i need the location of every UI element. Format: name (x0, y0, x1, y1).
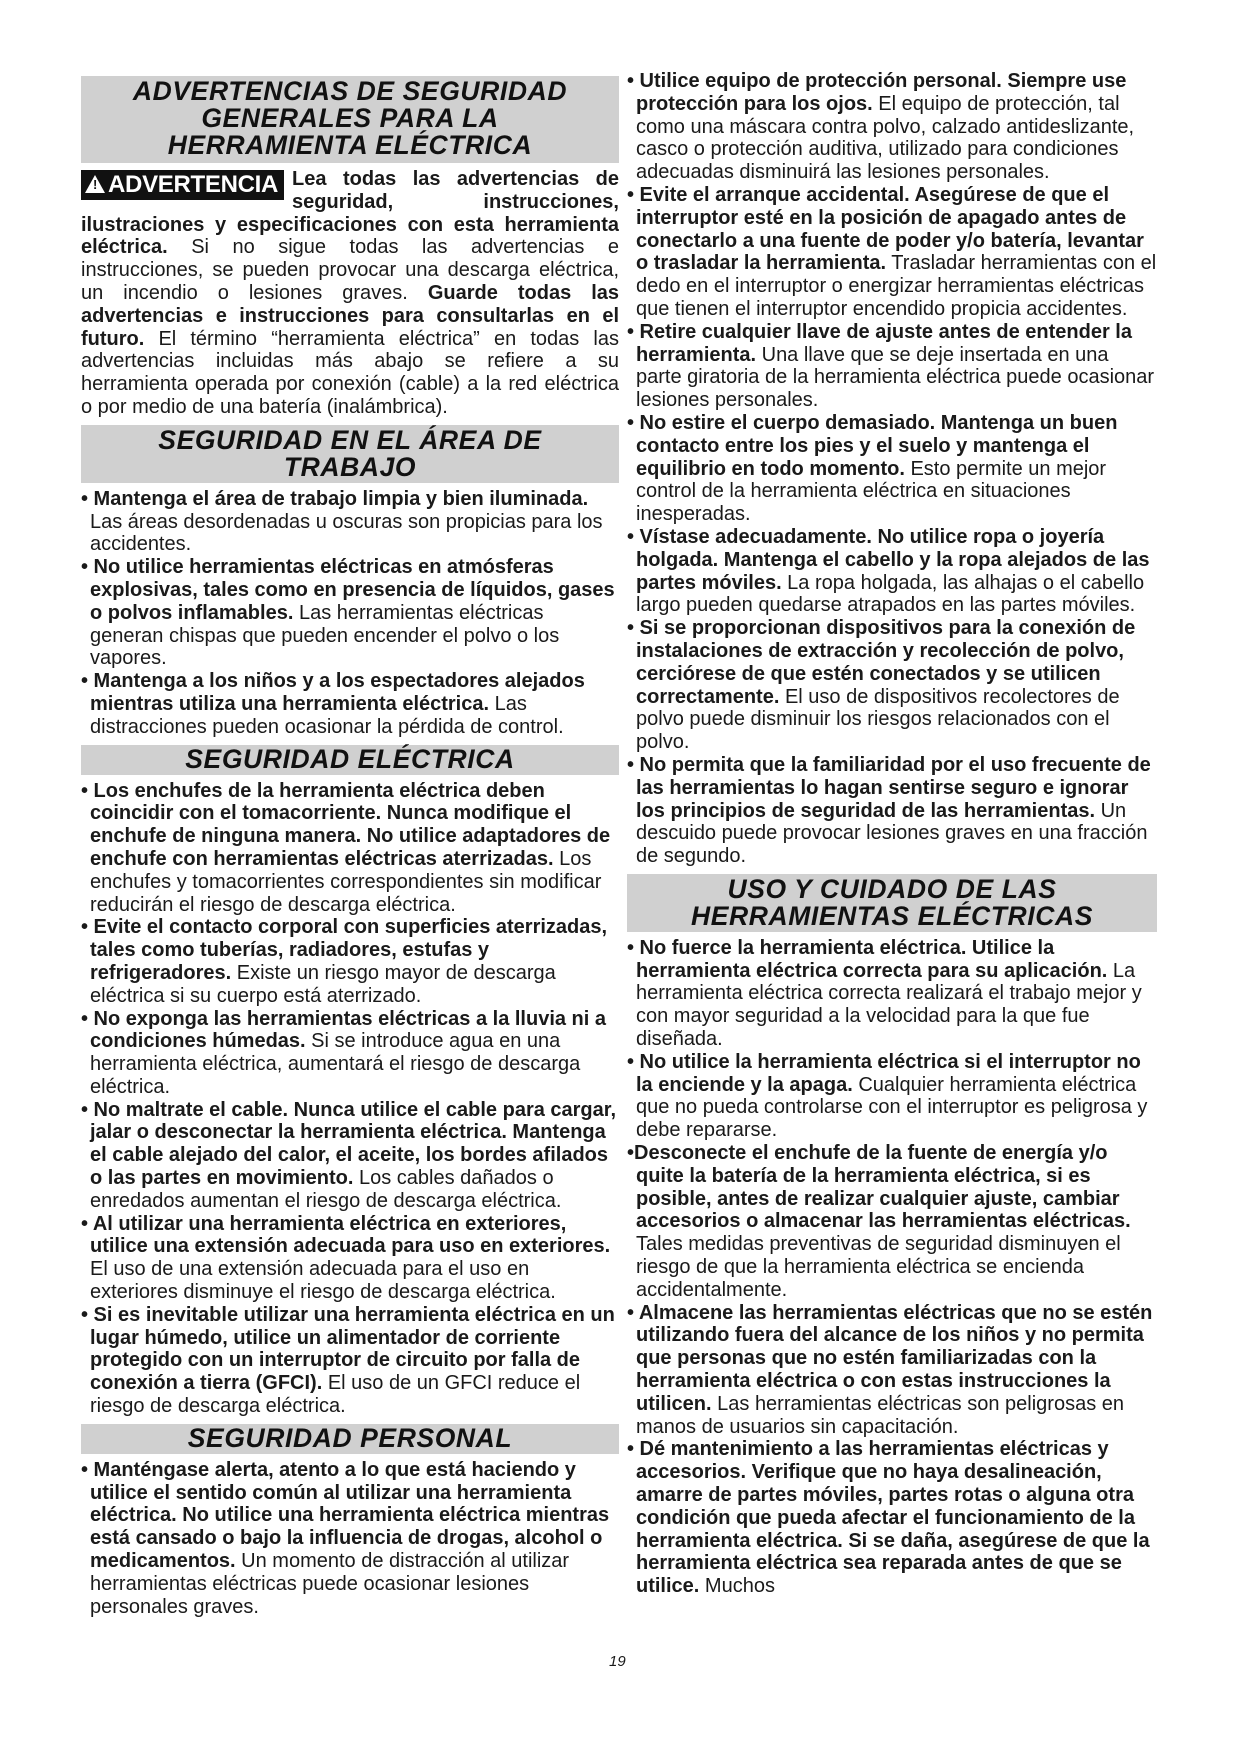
list-item: • Al utilizar una herramienta eléctrica en exteriores, utilice una extensión adecuada para uso en exteriores. El uso de una extensión adecuada para el uso en exteriores disminuye el riesgo de descarga eléctrica. (81, 1212, 611, 1304)
list-item: • Manténgase alerta, atento a lo que está haciendo y utilice el sentido común al utilizar una herramienta eléctrica. No utilice una herramienta eléctrica mientras está cansado o bajo la influencia de drogas, alcohol o medicamentos. Un momento de distracción al utilizar herramientas eléctricas puede ocasionar lesiones personales graves. (81, 1458, 610, 1618)
list-item: • Mantenga a los niños y a los espectadores alejados mientras utiliza una herramienta eléctrica. Las distracciones pueden ocasionar la pérdida de control. (81, 670, 585, 738)
list-item: • No utilice la herramienta eléctrica si el interruptor no la enciende y la apaga. Cualquier herramienta eléctrica que no pueda controlarse con el interruptor es peligrosa y debe repararse. (627, 1050, 1148, 1142)
list-item: • No estire el cuerpo demasiado. Mantenga un buen contacto entre los pies y el suelo y mantenga el equilibrio en todo momento. Esto permite un mejor control de la herramienta eléctrica en situaciones inesperadas. (627, 411, 1118, 526)
list-item: • Si se proporcionan dispositivos para la conexión de instalaciones de extracción y recolección de polvo, cerciórese de que estén conectados y se utilicen correctamente. El uso de dispositivos recolectores de polvo puede disminuir los riesgos relacionados con el polvo. (627, 617, 1136, 754)
section-heading-electrical: SEGURIDAD ELÉCTRICA (81, 745, 619, 775)
section-heading-personal: SEGURIDAD PERSONAL (81, 1424, 619, 1454)
list-item: • Mantenga el área de trabajo limpia y bien iluminada. Las áreas desordenadas u oscuras son propicias para los accidentes. (81, 487, 603, 556)
list-item: • No exponga las herramientas eléctricas a la lluvia ni a condiciones húmedas. Si se introduce agua en una herramienta eléctrica, aumentará el riesgo de descarga eléctrica. (81, 1007, 607, 1098)
list-item: • Los enchufes de la herramienta eléctrica deben coincidir con el tomacorriente. Nunca modifique el enchufe de ninguna manera. No utilice adaptadores de enchufe con herramientas eléctricas aterrizadas. Los enchufes y tomacorrientes correspondientes sin modificar reducirán el riesgo de descarga eléctrica. (81, 779, 611, 916)
section-heading-work-area: SEGURIDAD EN EL ÁREA DE TRABAJO (81, 425, 619, 483)
list-item: • Dé mantenimiento a las herramientas eléctricas y accesorios. Verifique que no haya desalineación, amarre de partes móviles, partes rotas o alguna otra condición que pueda afectar el funcionamiento de la herramienta eléctrica. Si se daña, asegúrese de que la herramienta eléctrica sea reparada antes de que se utilice. Muchos (627, 1438, 1150, 1598)
list-item: • No fuerce la herramienta eléctrica. Utilice la herramienta eléctrica correcta para su aplicación. La herramienta eléctrica correcta realizará el trabajo mejor y con mayor seguridad a la velocidad para la que fue diseñada. (627, 936, 1142, 1051)
section-heading-general-warnings: ADVERTENCIAS DE SEGURIDAD GENERALES PARA LA HERRAMIENTA ELÉCTRICA (81, 76, 619, 163)
list-item: • Almacene las herramientas eléctricas que no se estén utilizando fuera del alcance de los niños y no permita que personas que no estén familiarizadas con la herramienta eléctrica o con estas instrucciones la utilicen. Las herramientas eléctricas son peligrosas en manos de usuarios sin capacitación. (627, 1301, 1153, 1438)
page-number: 19 (609, 1653, 626, 1670)
left-column (81, 70, 619, 1618)
warning-badge: ! ADVERTENCIA (81, 170, 284, 200)
warning-intro: ! ADVERTENCIA Lea todas las advertencias de seguridad, instrucciones, ilustraciones y especificaciones con esta herramienta eléctrica. Si no sigue todas las advertencias e instrucciones, se pueden provocar una descarga eléctrica, un incendio o lesiones graves. Guarde todas las advertencias e instrucciones para consultarlas en el futuro. El término “herramienta eléctrica” en todas las advertencias incluidas más abajo se refiere a su herramienta operada por conexión (cable) a la red eléctrica o por medio de una batería (inalámbrica). (81, 168, 619, 418)
warning-triangle-icon: ! (85, 175, 105, 193)
section-heading-use-and-care: USO Y CUIDADO DE LAS HERRAMIENTAS ELÉCTRICAS (627, 874, 1157, 932)
list-item: • Evite el contacto corporal con superficies aterrizadas, tales como tuberías, radiadores, estufas y refrigeradores. Existe un riesgo mayor de descarga eléctrica si su cuerpo está aterrizado. (81, 916, 608, 1007)
list-item: •Desconecte el enchufe de la fuente de energía y/o quite la batería de la herramienta eléctrica, si es posible, antes de realizar cualquier ajuste, cambiar accesorios o almacenar las herramientas eléctricas. Tales medidas preventivas de seguridad disminuyen el riesgo de que la herramienta eléctrica se encienda accidentalmente. (627, 1142, 1131, 1301)
list-item: • Si es inevitable utilizar una herramienta eléctrica en un lugar húmedo, utilice un alimentador de corriente protegido con un interruptor de circuito por falla de conexión a tierra (GFCI). El uso de un GFCI reduce el riesgo de descarga eléctrica. (81, 1303, 615, 1418)
list-item: • Vístase adecuadamente. No utilice ropa o joyería holgada. Mantenga el cabello y la ropa alejados de las partes móviles. La ropa holgada, las alhajas o el cabello largo pueden quedarse atrapados en las partes móviles. (627, 525, 1150, 617)
manual-page (56, 0, 1176, 1754)
list-item: • Retire cualquier llave de ajuste antes de entender la herramienta. Una llave que se deje insertada en una parte giratoria de la herramienta eléctrica puede ocasionar lesiones personales. (627, 320, 1155, 412)
list-item: • No maltrate el cable. Nunca utilice el cable para cargar, jalar o desconectar la herramienta eléctrica. Mantenga el cable alejado del calor, el aceite, los bordes afilados o las partes en movimiento. Los cables dañados o enredados aumentan el riesgo de descarga eléctrica. (81, 1098, 617, 1212)
list-item: • No permita que la familiaridad por el uso frecuente de las herramientas lo hagan sentirse seguro e ignorar los principios de seguridad de las herramientas. Un descuido puede provocar lesiones graves en una fracción de segundo. (627, 753, 1151, 868)
list-item: • Evite el arranque accidental. Asegúrese de que el interruptor esté en la posición de apagado antes de conectarlo a una fuente de poder y/o batería, levantar o trasladar la herramienta. Trasladar herramientas con el dedo en el interruptor o energizar herramientas eléctricas que tienen el interruptor encendido propicia accidentes. (627, 183, 1157, 320)
right-column (627, 70, 1157, 1598)
list-item: • Utilice equipo de protección personal. Siempre use protección para los ojos. El equipo de protección, tal como una máscara contra polvo, calzado antideslizante, casco o protección auditiva, utilizado para condiciones adecuadas disminuirá las lesiones personales. (627, 70, 1135, 184)
list-item: • No utilice herramientas eléctricas en atmósferas explosivas, tales como en presencia de líquidos, gases o polvos inflamables. Las herramientas eléctricas generan chispas que pueden encender el polvo o los vapores. (81, 556, 615, 670)
